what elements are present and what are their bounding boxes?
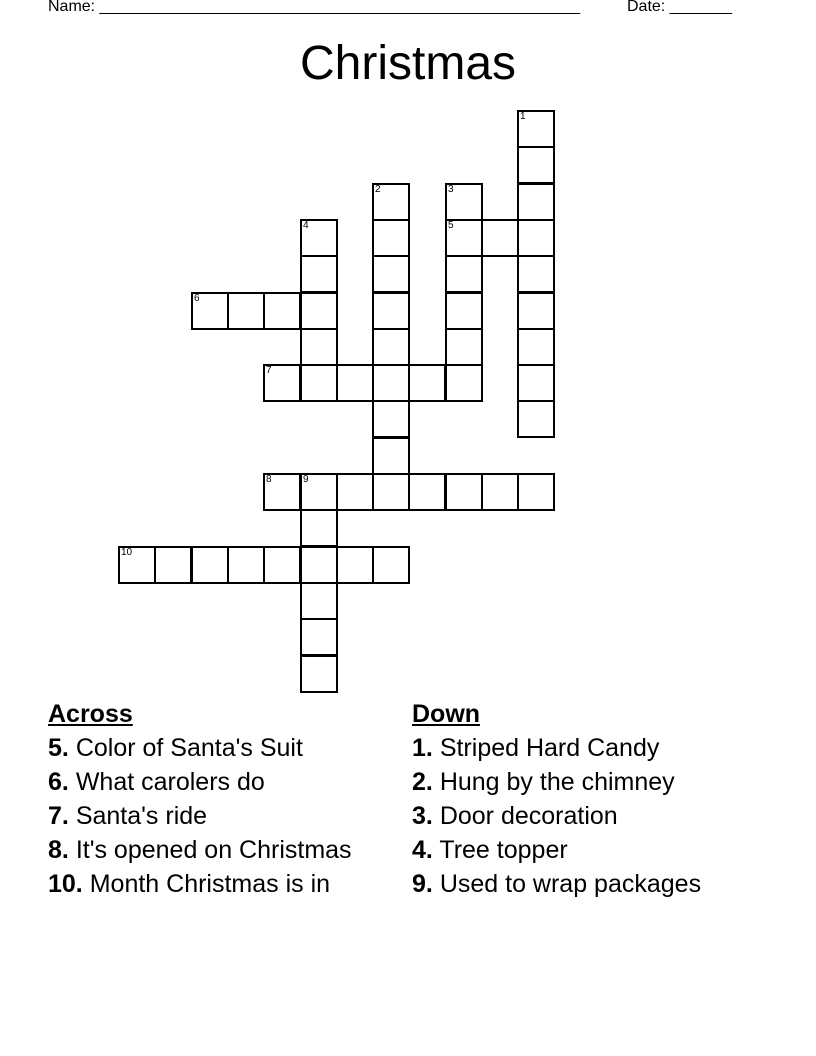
clue-text: Striped Hard Candy	[439, 734, 660, 762]
cell-number: 9	[303, 474, 309, 485]
clue-item	[48, 802, 388, 830]
crossword-cell[interactable]	[154, 546, 192, 584]
crossword-cell[interactable]	[300, 219, 338, 257]
crossword-cell[interactable]	[263, 292, 301, 330]
date-field-label: Date: _______	[627, 0, 732, 15]
cell-number: 6	[194, 293, 200, 304]
clue-text: Month Christmas is in	[89, 870, 331, 898]
down-heading: Down	[412, 700, 481, 728]
crossword-cell[interactable]	[445, 255, 483, 293]
crossword-cell[interactable]	[408, 473, 446, 511]
crossword-cell[interactable]	[517, 255, 555, 293]
crossword-cell[interactable]	[191, 292, 229, 330]
clue-item	[48, 734, 388, 762]
crossword-cell[interactable]	[300, 292, 338, 330]
clue-number: 8.	[48, 836, 69, 864]
cell-number: 7	[266, 365, 272, 376]
clue-text: Color of Santa's Suit	[75, 734, 303, 762]
crossword-cell[interactable]	[300, 473, 338, 511]
crossword-cell[interactable]	[300, 582, 338, 620]
clue-number: 4.	[412, 836, 433, 864]
crossword-cell[interactable]	[191, 546, 229, 584]
clue-item	[412, 870, 752, 898]
cell-number: 5	[448, 220, 454, 231]
crossword-cell[interactable]	[517, 400, 555, 438]
crossword-cell[interactable]	[263, 364, 301, 402]
crossword-cell[interactable]	[300, 509, 338, 547]
cell-number: 10	[121, 547, 133, 558]
crossword-cell[interactable]	[300, 364, 338, 402]
clue-item	[412, 802, 752, 830]
cell-number: 4	[303, 220, 309, 231]
crossword-cell[interactable]	[445, 183, 483, 221]
crossword-cell[interactable]	[408, 364, 446, 402]
cell-number: 1	[520, 111, 526, 122]
clue-item	[48, 870, 388, 898]
crossword-cell[interactable]	[263, 546, 301, 584]
clue-text: Santa's ride	[75, 802, 208, 830]
crossword-cell[interactable]	[372, 400, 410, 438]
clue-number: 1.	[412, 734, 433, 762]
clue-item	[48, 836, 388, 864]
clue-text: Door decoration	[439, 802, 618, 830]
crossword-cell[interactable]	[300, 546, 338, 584]
clue-number: 2.	[412, 768, 433, 796]
clue-number: 5.	[48, 734, 69, 762]
cell-number: 3	[448, 184, 454, 195]
crossword-cell[interactable]	[372, 183, 410, 221]
crossword-cell[interactable]	[445, 364, 483, 402]
clue-number: 3.	[412, 802, 433, 830]
crossword-cell[interactable]	[372, 328, 410, 366]
crossword-cell[interactable]	[336, 546, 374, 584]
crossword-cell[interactable]	[227, 546, 265, 584]
clue-number: 10.	[48, 870, 83, 898]
clue-text: What carolers do	[75, 768, 265, 796]
crossword-cell[interactable]	[263, 473, 301, 511]
down-clues	[412, 700, 752, 904]
crossword-cell[interactable]	[517, 364, 555, 402]
crossword-cell[interactable]	[517, 183, 555, 221]
crossword-cell[interactable]	[372, 546, 410, 584]
across-heading: Across	[48, 700, 133, 728]
clue-number: 7.	[48, 802, 69, 830]
crossword-cell[interactable]	[300, 328, 338, 366]
crossword-cell[interactable]	[517, 473, 555, 511]
crossword-cell[interactable]	[517, 219, 555, 257]
clue-text: Hung by the chimney	[439, 768, 675, 796]
crossword-cell[interactable]	[372, 473, 410, 511]
crossword-cell[interactable]	[481, 473, 519, 511]
crossword-cell[interactable]	[517, 292, 555, 330]
crossword-cell[interactable]	[300, 255, 338, 293]
clue-number: 9.	[412, 870, 433, 898]
page-title: Christmas	[299, 37, 517, 90]
crossword-cell[interactable]	[372, 219, 410, 257]
name-field-label: Name: ______________________________________________________	[48, 0, 581, 15]
clue-item	[412, 768, 752, 796]
cell-number: 8	[266, 474, 272, 485]
clue-text: Tree topper	[439, 836, 568, 864]
cell-number: 2	[375, 184, 381, 195]
crossword-cell[interactable]	[300, 618, 338, 656]
crossword-cell[interactable]	[372, 292, 410, 330]
crossword-cell[interactable]	[372, 364, 410, 402]
crossword-cell[interactable]	[118, 546, 156, 584]
crossword-cell[interactable]	[300, 655, 338, 693]
clue-text: Used to wrap packages	[439, 870, 702, 898]
clue-item	[412, 734, 752, 762]
crossword-cell[interactable]	[517, 328, 555, 366]
crossword-cell[interactable]	[517, 146, 555, 184]
clue-number: 6.	[48, 768, 69, 796]
crossword-cell[interactable]	[445, 328, 483, 366]
crossword-cell[interactable]	[445, 292, 483, 330]
crossword-cell[interactable]	[372, 255, 410, 293]
crossword-cell[interactable]	[481, 219, 519, 257]
crossword-cell[interactable]	[372, 437, 410, 475]
clue-item	[412, 836, 752, 864]
crossword-cell[interactable]	[336, 364, 374, 402]
crossword-cell[interactable]	[445, 473, 483, 511]
crossword-cell[interactable]	[336, 473, 374, 511]
crossword-cell[interactable]	[517, 110, 555, 148]
across-clues	[48, 700, 388, 904]
clue-text: It's opened on Christmas	[75, 836, 352, 864]
crossword-cell[interactable]	[227, 292, 265, 330]
clue-item	[48, 768, 388, 796]
crossword-cell[interactable]	[445, 219, 483, 257]
